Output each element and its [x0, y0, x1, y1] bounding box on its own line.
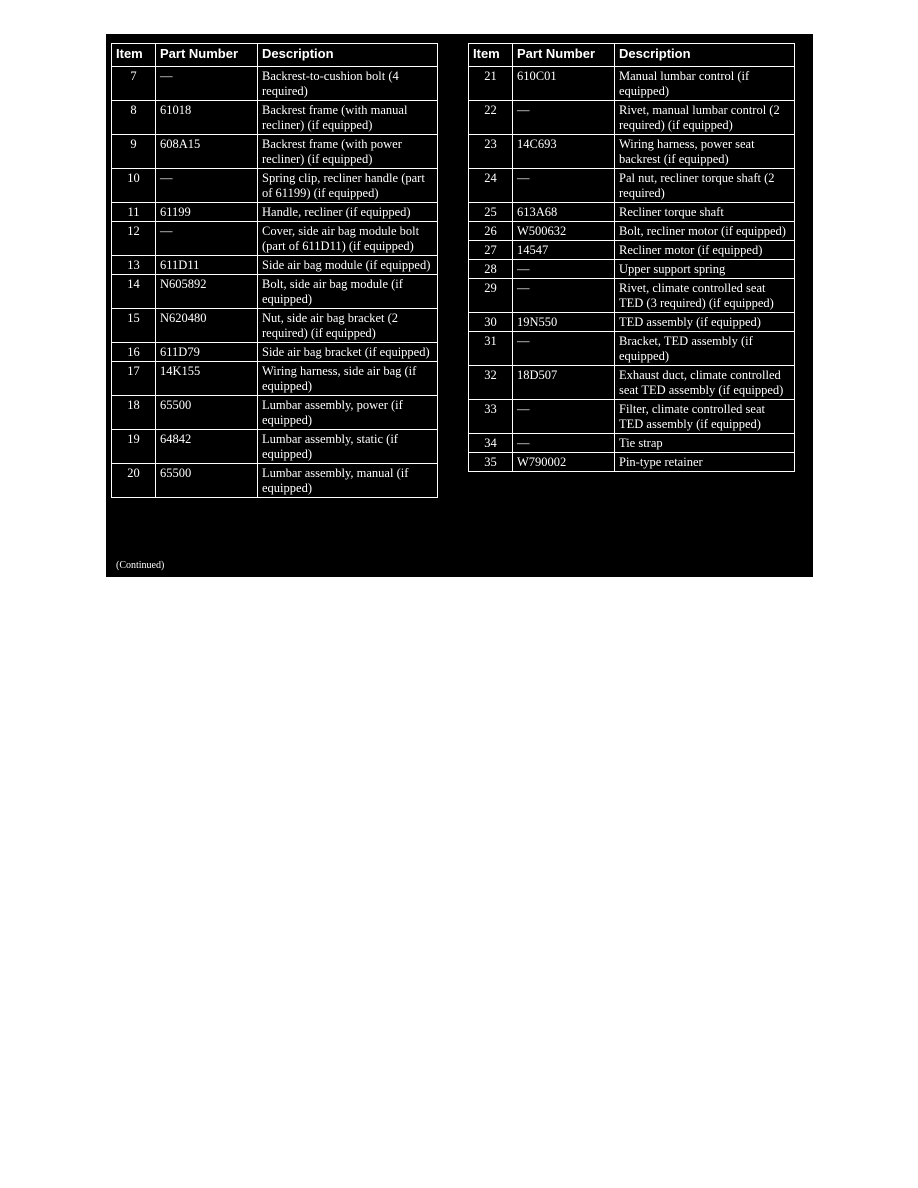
item-cell: 18	[112, 396, 156, 430]
item-cell: 28	[469, 260, 513, 279]
description-cell: Backrest-to-cushion bolt (4 required)	[258, 67, 438, 101]
description-cell: Lumbar assembly, power (if equipped)	[258, 396, 438, 430]
description-cell: Nut, side air bag bracket (2 required) (if equipped)	[258, 309, 438, 343]
part-number-cell: —	[513, 101, 615, 135]
description-cell: Lumbar assembly, manual (if equipped)	[258, 464, 438, 498]
continued-note: (Continued)	[116, 560, 165, 571]
item-cell: 31	[469, 332, 513, 366]
item-cell: 30	[469, 313, 513, 332]
description-cell: Rivet, climate controlled seat TED (3 required) (if equipped)	[615, 279, 795, 313]
item-cell: 7	[112, 67, 156, 101]
item-cell: 13	[112, 256, 156, 275]
part-number-cell: N605892	[156, 275, 258, 309]
table-row	[112, 256, 438, 275]
table-row	[469, 366, 795, 400]
item-cell: 16	[112, 343, 156, 362]
parts-table-right-body	[469, 67, 795, 472]
description-cell: Backrest frame (with manual recliner) (if equipped)	[258, 101, 438, 135]
part-number-cell: 65500	[156, 396, 258, 430]
part-number-cell: 608A15	[156, 135, 258, 169]
part-number-cell: 14547	[513, 241, 615, 260]
item-cell: 33	[469, 400, 513, 434]
item-cell: 29	[469, 279, 513, 313]
table-row	[469, 203, 795, 222]
item-cell: 15	[112, 309, 156, 343]
table-row	[469, 313, 795, 332]
item-cell: 26	[469, 222, 513, 241]
part-number-cell: 18D507	[513, 366, 615, 400]
item-cell: 35	[469, 453, 513, 472]
item-cell: 19	[112, 430, 156, 464]
table-row	[112, 275, 438, 309]
table-row	[469, 453, 795, 472]
table-row	[469, 400, 795, 434]
part-number-cell: 14K155	[156, 362, 258, 396]
part-number-cell: 65500	[156, 464, 258, 498]
table-row	[469, 434, 795, 453]
table-row	[112, 430, 438, 464]
description-cell: Wiring harness, side air bag (if equipped)	[258, 362, 438, 396]
description-cell: Pin-type retainer	[615, 453, 795, 472]
description-cell: Pal nut, recliner torque shaft (2 required)	[615, 169, 795, 203]
table-row	[112, 362, 438, 396]
part-number-cell: —	[513, 400, 615, 434]
table-row	[469, 260, 795, 279]
table-row	[112, 464, 438, 498]
description-cell: Bolt, recliner motor (if equipped)	[615, 222, 795, 241]
parts-table-right	[468, 43, 795, 472]
part-number-cell: 14C693	[513, 135, 615, 169]
description-cell: Rivet, manual lumbar control (2 required) (if equipped)	[615, 101, 795, 135]
item-cell: 25	[469, 203, 513, 222]
item-header: Item	[112, 44, 156, 67]
part-number-cell: 610C01	[513, 67, 615, 101]
item-cell: 9	[112, 135, 156, 169]
description-cell: Backrest frame (with power recliner) (if equipped)	[258, 135, 438, 169]
table-row	[112, 169, 438, 203]
item-cell: 34	[469, 434, 513, 453]
table-row	[112, 309, 438, 343]
item-cell: 32	[469, 366, 513, 400]
description-cell: Side air bag bracket (if equipped)	[258, 343, 438, 362]
item-cell: 17	[112, 362, 156, 396]
description-cell: Recliner motor (if equipped)	[615, 241, 795, 260]
item-cell: 8	[112, 101, 156, 135]
part-number-cell: —	[156, 169, 258, 203]
description-header: Description	[615, 44, 795, 67]
description-cell: Filter, climate controlled seat TED assembly (if equipped)	[615, 400, 795, 434]
item-cell: 12	[112, 222, 156, 256]
part-number-cell: 61199	[156, 203, 258, 222]
part-number-cell: W500632	[513, 222, 615, 241]
part-number-cell: —	[513, 169, 615, 203]
part-number-cell: —	[156, 67, 258, 101]
part-number-cell: —	[156, 222, 258, 256]
part-number-cell: 613A68	[513, 203, 615, 222]
description-cell: Bolt, side air bag module (if equipped)	[258, 275, 438, 309]
item-cell: 14	[112, 275, 156, 309]
header-row	[112, 44, 438, 67]
description-cell: Upper support spring	[615, 260, 795, 279]
item-cell: 20	[112, 464, 156, 498]
item-cell: 27	[469, 241, 513, 260]
table-row	[112, 203, 438, 222]
description-cell: Handle, recliner (if equipped)	[258, 203, 438, 222]
parts-table-left-body	[112, 67, 438, 498]
table-row	[112, 67, 438, 101]
table-row	[112, 101, 438, 135]
description-cell: Side air bag module (if equipped)	[258, 256, 438, 275]
table-row	[469, 135, 795, 169]
part-number-cell: 19N550	[513, 313, 615, 332]
description-cell: Recliner torque shaft	[615, 203, 795, 222]
table-row	[469, 332, 795, 366]
part-number-cell: W790002	[513, 453, 615, 472]
item-header: Item	[469, 44, 513, 67]
description-cell: Manual lumbar control (if equipped)	[615, 67, 795, 101]
description-cell: Bracket, TED assembly (if equipped)	[615, 332, 795, 366]
part-number-cell: 61018	[156, 101, 258, 135]
part-number-cell: —	[513, 434, 615, 453]
item-cell: 21	[469, 67, 513, 101]
table-row	[112, 343, 438, 362]
table-row	[469, 67, 795, 101]
part-number-cell: —	[513, 279, 615, 313]
table-row	[469, 169, 795, 203]
part-number-cell: 64842	[156, 430, 258, 464]
table-row	[112, 222, 438, 256]
part-number-header: Part Number	[156, 44, 258, 67]
description-cell: Exhaust duct, climate controlled seat TED assembly (if equipped)	[615, 366, 795, 400]
item-cell: 10	[112, 169, 156, 203]
table-row	[469, 279, 795, 313]
table-row	[469, 241, 795, 260]
table-row	[469, 222, 795, 241]
parts-panel	[106, 34, 813, 577]
table-row	[469, 101, 795, 135]
description-cell: TED assembly (if equipped)	[615, 313, 795, 332]
part-number-header: Part Number	[513, 44, 615, 67]
description-cell: Spring clip, recliner handle (part of 61199) (if equipped)	[258, 169, 438, 203]
description-header: Description	[258, 44, 438, 67]
header-row	[469, 44, 795, 67]
description-cell: Tie strap	[615, 434, 795, 453]
parts-table-left	[111, 43, 438, 498]
item-cell: 11	[112, 203, 156, 222]
item-cell: 22	[469, 101, 513, 135]
item-cell: 24	[469, 169, 513, 203]
part-number-cell: —	[513, 260, 615, 279]
table-row	[112, 396, 438, 430]
part-number-cell: 611D79	[156, 343, 258, 362]
description-cell: Cover, side air bag module bolt (part of 611D11) (if equipped)	[258, 222, 438, 256]
part-number-cell: 611D11	[156, 256, 258, 275]
part-number-cell: N620480	[156, 309, 258, 343]
description-cell: Wiring harness, power seat backrest (if equipped)	[615, 135, 795, 169]
description-cell: Lumbar assembly, static (if equipped)	[258, 430, 438, 464]
part-number-cell: —	[513, 332, 615, 366]
table-row	[112, 135, 438, 169]
item-cell: 23	[469, 135, 513, 169]
